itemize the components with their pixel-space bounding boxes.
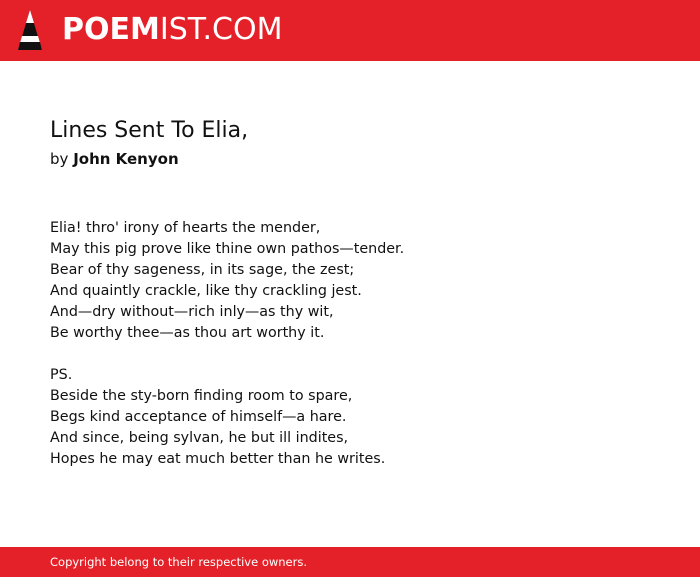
poem-line: Beside the sty-born finding room to spare, bbox=[50, 388, 353, 404]
site-logo[interactable] bbox=[62, 12, 282, 48]
poem-title: Lines Sent To Elia, bbox=[50, 118, 249, 143]
poem-line: PS. bbox=[50, 367, 73, 383]
site-header bbox=[0, 0, 700, 61]
poem-stanza bbox=[50, 218, 404, 344]
copyright-text: Copyright belong to their respective owners. bbox=[50, 555, 308, 569]
poem-line: Elia! thro' irony of hearts the mender, bbox=[50, 220, 321, 236]
site-footer bbox=[0, 547, 700, 577]
poem-line: Begs kind acceptance of himself—a hare. bbox=[50, 409, 347, 425]
poem-line: And—dry without—rich inly—as thy wit, bbox=[50, 304, 334, 320]
poem-byline bbox=[50, 148, 179, 170]
poem-author[interactable]: John Kenyon bbox=[73, 150, 179, 168]
poem-line: And quaintly crackle, like thy crackling jest. bbox=[50, 283, 362, 299]
logo-bold-text: POEM bbox=[62, 12, 160, 47]
by-label: by bbox=[50, 150, 69, 168]
poem-line: Be worthy thee—as thou art worthy it. bbox=[50, 325, 325, 341]
poem-line: May this pig prove like thine own pathos—tender. bbox=[50, 241, 405, 257]
poem-line: Bear of thy sageness, in its sage, the zest; bbox=[50, 262, 355, 278]
poem-stanza bbox=[50, 365, 385, 470]
pencil-icon[interactable] bbox=[17, 9, 43, 52]
poem-line: And since, being sylvan, he but ill indites, bbox=[50, 430, 349, 446]
logo-light-text: IST.COM bbox=[159, 12, 283, 47]
poem-line: Hopes he may eat much better than he writes. bbox=[50, 451, 386, 467]
